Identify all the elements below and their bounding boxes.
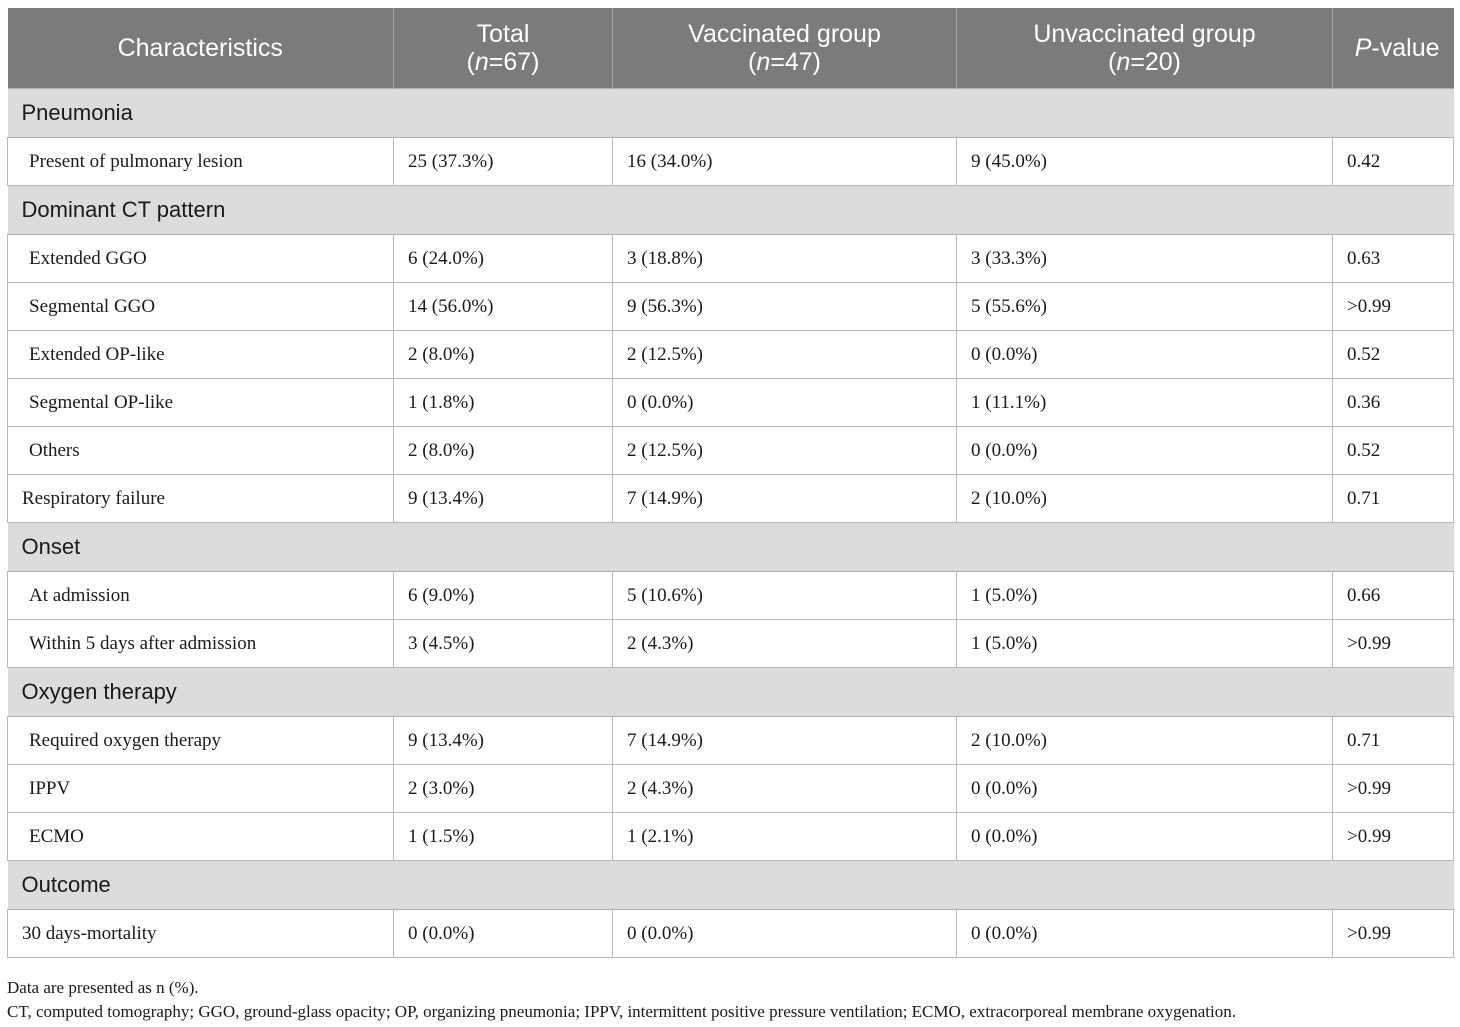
total-cell: 1 (1.5%) — [394, 813, 613, 861]
unvaccinated-cell: 0 (0.0%) — [957, 813, 1333, 861]
table-row — [8, 235, 1454, 283]
unvaccinated-cell: 1 (11.1%) — [957, 379, 1333, 427]
table-row — [8, 813, 1454, 861]
vaccinated-cell: 7 (14.9%) — [613, 475, 957, 523]
vaccinated-cell: 5 (10.6%) — [613, 572, 957, 620]
table-row — [8, 765, 1454, 813]
unvaccinated-cell: 1 (5.0%) — [957, 572, 1333, 620]
row-label-cell: Extended OP-like — [8, 331, 394, 379]
row-label-cell: IPPV — [8, 765, 394, 813]
header-p-value: P-value — [1333, 8, 1454, 89]
unvaccinated-cell: 0 (0.0%) — [957, 765, 1333, 813]
p-value-cell: 0.36 — [1333, 379, 1454, 427]
vaccinated-cell: 16 (34.0%) — [613, 138, 957, 186]
p-value-cell: >0.99 — [1333, 910, 1454, 958]
p-value-cell: 0.52 — [1333, 427, 1454, 475]
p-value-cell: 0.63 — [1333, 235, 1454, 283]
total-cell: 2 (3.0%) — [394, 765, 613, 813]
table-row — [8, 475, 1454, 523]
table-row — [8, 138, 1454, 186]
results-table — [7, 8, 1454, 958]
p-value-cell: 0.71 — [1333, 717, 1454, 765]
unvaccinated-cell: 0 (0.0%) — [957, 910, 1333, 958]
table-row — [8, 572, 1454, 620]
total-cell: 1 (1.8%) — [394, 379, 613, 427]
unvaccinated-cell: 2 (10.0%) — [957, 717, 1333, 765]
table-body — [8, 89, 1454, 958]
row-label-cell: Extended GGO — [8, 235, 394, 283]
p-value-cell: >0.99 — [1333, 283, 1454, 331]
total-cell: 9 (13.4%) — [394, 717, 613, 765]
total-cell: 2 (8.0%) — [394, 331, 613, 379]
row-label-cell: Within 5 days after admission — [8, 620, 394, 668]
p-value-cell: >0.99 — [1333, 765, 1454, 813]
row-label-cell: 30 days-mortality — [8, 910, 394, 958]
vaccinated-cell: 9 (56.3%) — [613, 283, 957, 331]
table-row — [8, 331, 1454, 379]
vaccinated-cell: 0 (0.0%) — [613, 910, 957, 958]
section-row — [8, 668, 1454, 717]
table-footnotes — [7, 976, 1453, 1024]
vaccinated-cell: 2 (12.5%) — [613, 427, 957, 475]
table-row — [8, 379, 1454, 427]
total-cell: 14 (56.0%) — [394, 283, 613, 331]
p-value-cell: 0.66 — [1333, 572, 1454, 620]
section-title: Oxygen therapy — [8, 668, 1454, 717]
vaccinated-cell: 2 (4.3%) — [613, 765, 957, 813]
unvaccinated-cell: 1 (5.0%) — [957, 620, 1333, 668]
row-label-cell: Required oxygen therapy — [8, 717, 394, 765]
vaccinated-cell: 2 (4.3%) — [613, 620, 957, 668]
section-row — [8, 89, 1454, 138]
vaccinated-cell: 0 (0.0%) — [613, 379, 957, 427]
total-cell: 2 (8.0%) — [394, 427, 613, 475]
total-cell: 25 (37.3%) — [394, 138, 613, 186]
row-label-cell: At admission — [8, 572, 394, 620]
table-row — [8, 283, 1454, 331]
p-value-cell: >0.99 — [1333, 813, 1454, 861]
header-unvaccinated: Unvaccinated group (n=20) — [957, 8, 1333, 89]
row-label-cell: Others — [8, 427, 394, 475]
p-value-cell: >0.99 — [1333, 620, 1454, 668]
table-row — [8, 910, 1454, 958]
table-row — [8, 427, 1454, 475]
p-value-cell: 0.42 — [1333, 138, 1454, 186]
results-table-container — [7, 8, 1453, 958]
row-label-cell: Segmental GGO — [8, 283, 394, 331]
p-value-cell: 0.71 — [1333, 475, 1454, 523]
unvaccinated-cell: 2 (10.0%) — [957, 475, 1333, 523]
row-label-cell: Present of pulmonary lesion — [8, 138, 394, 186]
section-title: Onset — [8, 523, 1454, 572]
table-row — [8, 620, 1454, 668]
section-row — [8, 186, 1454, 235]
vaccinated-cell: 1 (2.1%) — [613, 813, 957, 861]
row-label-cell: ECMO — [8, 813, 394, 861]
section-title: Outcome — [8, 861, 1454, 910]
unvaccinated-cell: 0 (0.0%) — [957, 331, 1333, 379]
footnote-abbreviations: CT, computed tomography; GGO, ground-glass opacity; OP, organizing pneumonia; IPPV, intermittent positive pressure ventilation; ECMO, extracorporeal membrane oxygenation. — [7, 1002, 1236, 1021]
table-row — [8, 717, 1454, 765]
footnote-data-format: Data are presented as n (%). — [7, 978, 199, 997]
unvaccinated-cell: 9 (45.0%) — [957, 138, 1333, 186]
total-cell: 0 (0.0%) — [394, 910, 613, 958]
row-label-cell: Segmental OP-like — [8, 379, 394, 427]
total-cell: 6 (24.0%) — [394, 235, 613, 283]
table-header-row — [8, 8, 1454, 89]
vaccinated-cell: 7 (14.9%) — [613, 717, 957, 765]
section-row — [8, 861, 1454, 910]
total-cell: 6 (9.0%) — [394, 572, 613, 620]
total-cell: 3 (4.5%) — [394, 620, 613, 668]
unvaccinated-cell: 5 (55.6%) — [957, 283, 1333, 331]
unvaccinated-cell: 3 (33.3%) — [957, 235, 1333, 283]
p-value-cell: 0.52 — [1333, 331, 1454, 379]
header-total: Total (n=67) — [394, 8, 613, 89]
unvaccinated-cell: 0 (0.0%) — [957, 427, 1333, 475]
row-label-cell: Respiratory failure — [8, 475, 394, 523]
total-cell: 9 (13.4%) — [394, 475, 613, 523]
header-vaccinated: Vaccinated group (n=47) — [613, 8, 957, 89]
header-characteristics: Characteristics — [8, 8, 394, 89]
vaccinated-cell: 2 (12.5%) — [613, 331, 957, 379]
section-row — [8, 523, 1454, 572]
vaccinated-cell: 3 (18.8%) — [613, 235, 957, 283]
section-title: Dominant CT pattern — [8, 186, 1454, 235]
section-title: Pneumonia — [8, 89, 1454, 138]
